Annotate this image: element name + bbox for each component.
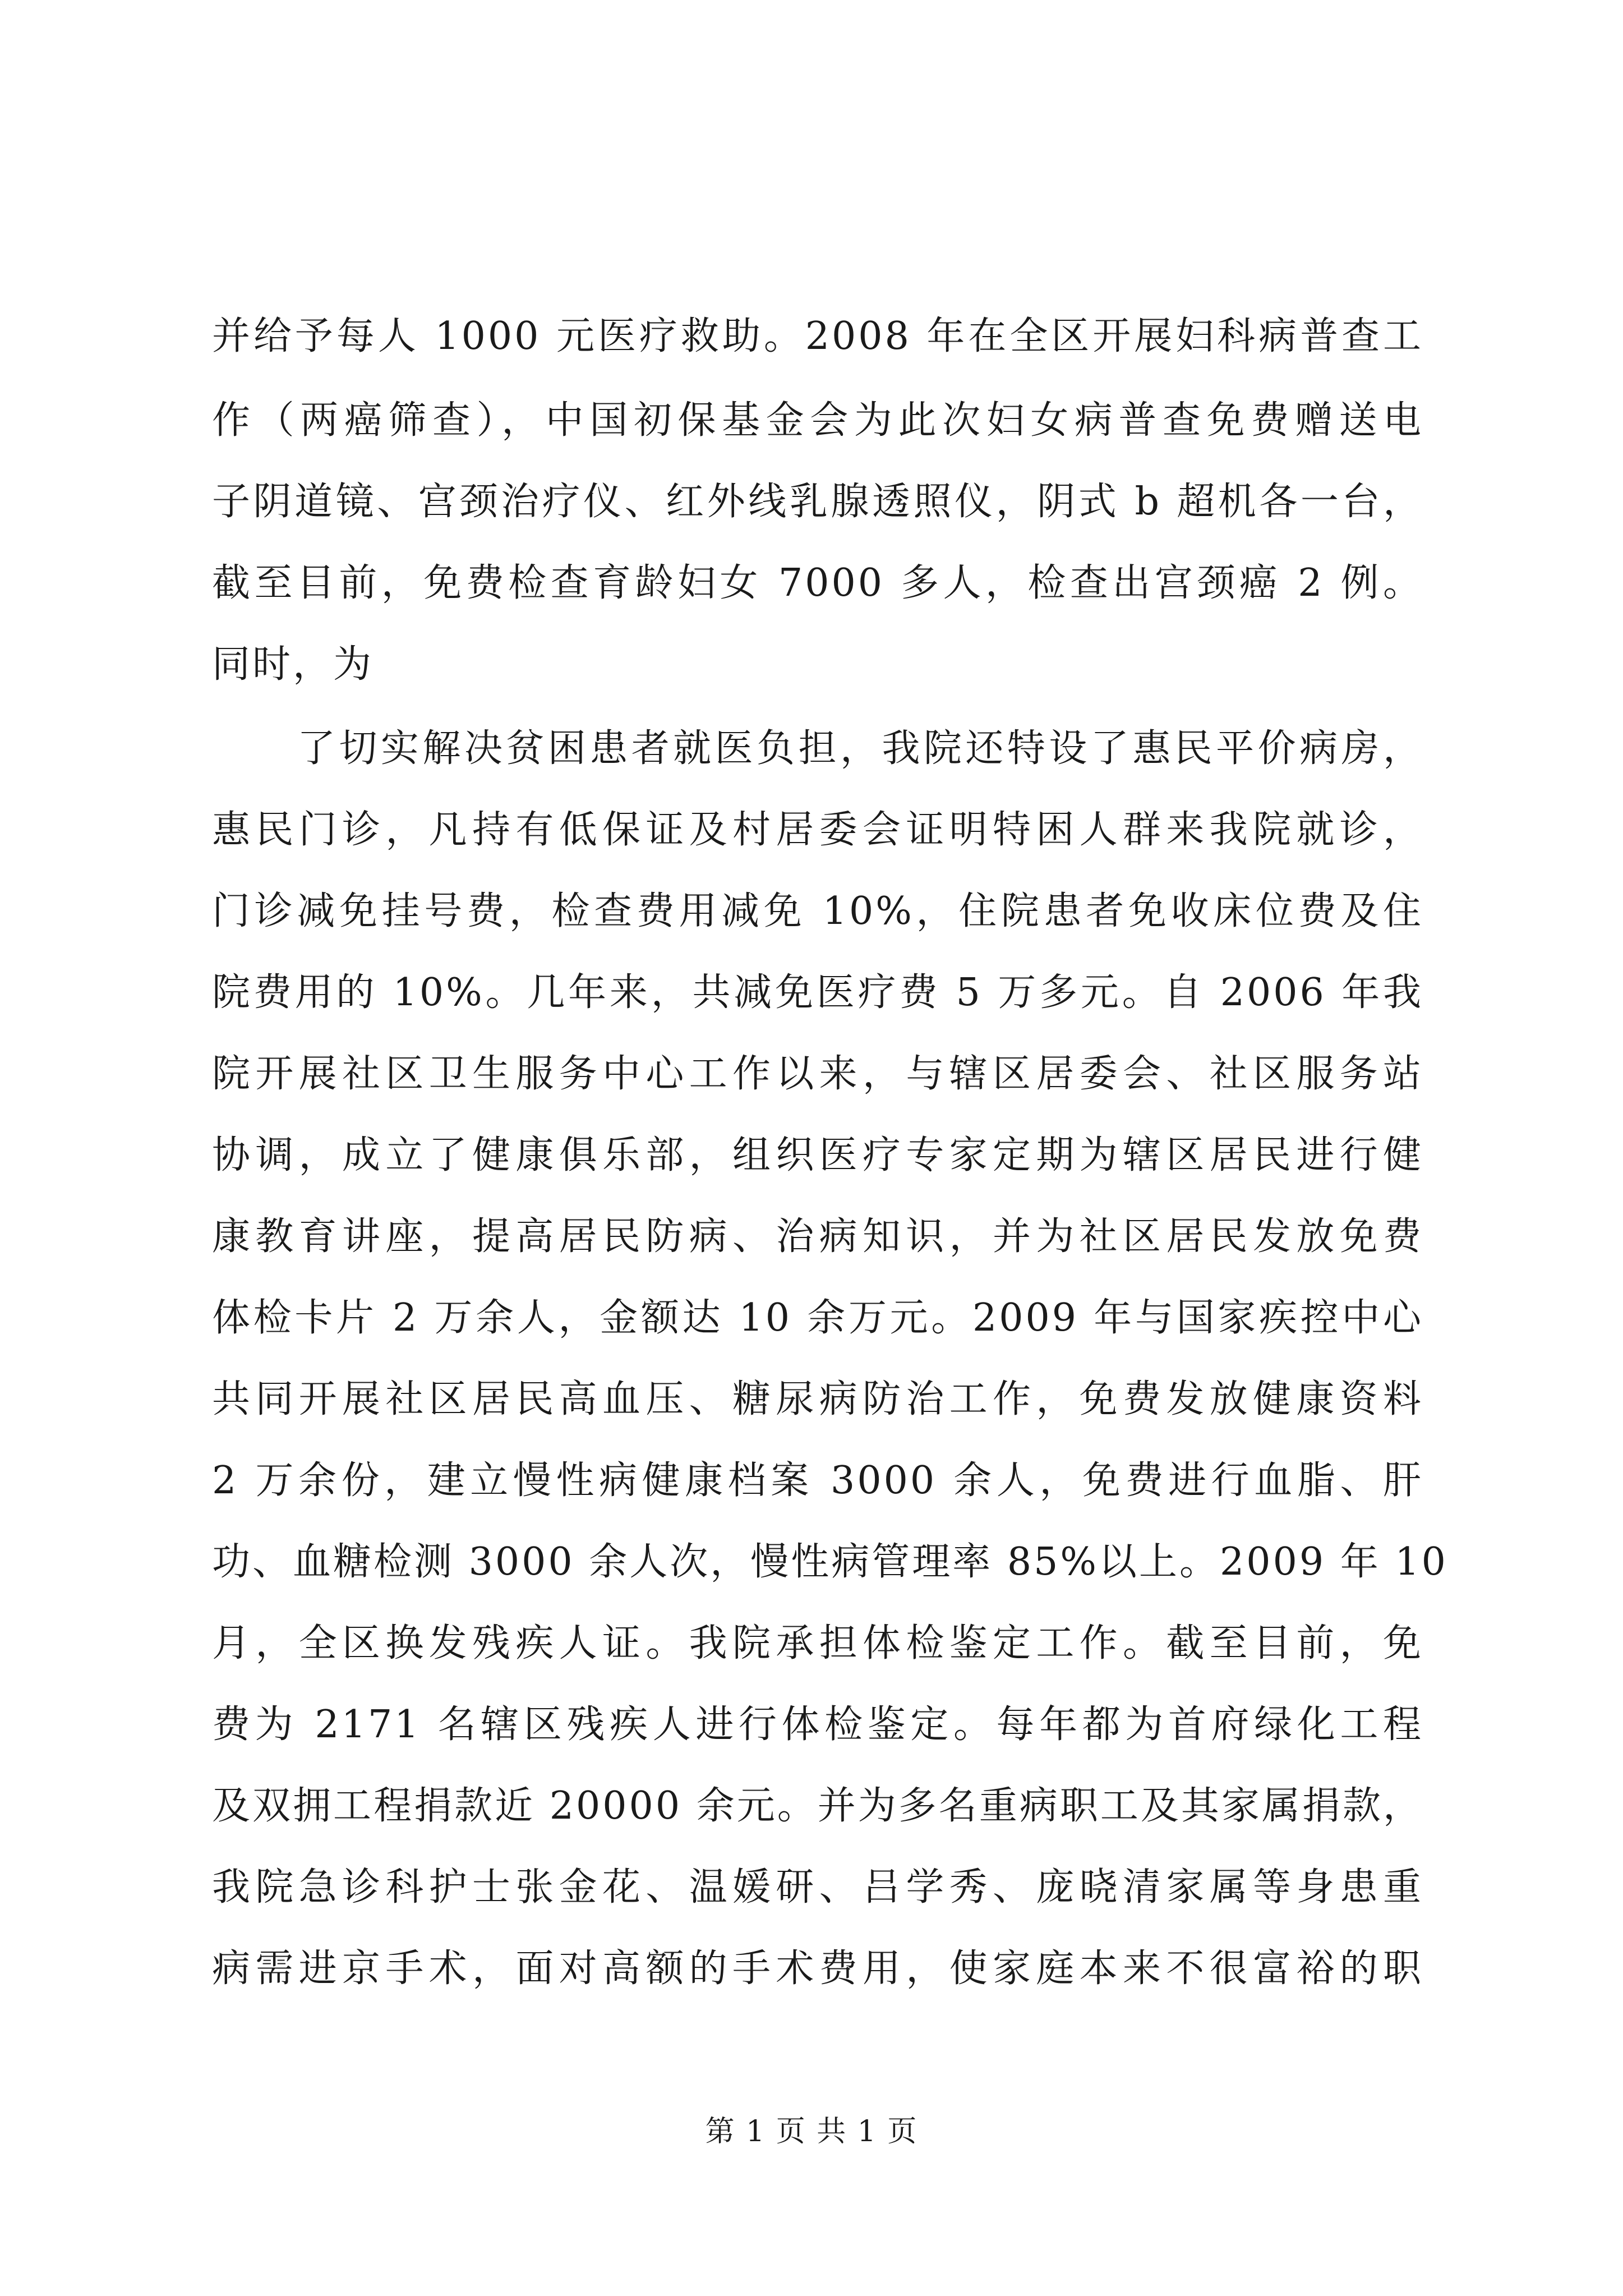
text-line-11: 协调，成立了健康俱乐部，组织医疗专家定期为辖区居民进行健 [212,1133,1423,1177]
text-line-10: 院开展社区卫生服务中心工作以来，与辖区居委会、社区服务站 [212,1052,1423,1096]
text-line-12: 康教育讲座，提高居民防病、治病知识，并为社区居民发放免费 [212,1214,1423,1259]
text-line-1: 并给予每人 1000 元医疗救助。2008 年在全区开展妇科病普查工 [212,314,1423,358]
text-line-19: 及双拥工程捐款近 20000 余元。并为多名重病职工及其家属捐款， [212,1784,1423,1828]
text-line-21: 病需进京手术，面对高额的手术费用，使家庭本来不很富裕的职 [212,1947,1423,1991]
text-line-9: 院费用的 10%。几年来，共减免医疗费 5 万多元。自 2006 年我 [212,970,1423,1015]
text-line-8: 门诊减免挂号费，检查费用减免 10%，住院患者免收床位费及住 [212,889,1423,933]
text-line-6: 了切实解决贫困患者就医负担，我院还特设了惠民平价病房， [297,726,1423,771]
text-line-15: 2 万余份，建立慢性病健康档案 3000 余人，免费进行血脂、肝 [212,1458,1423,1503]
text-line-16: 功、血糖检测 3000 余人次，慢性病管理率 85%以上。2009 年 10 [212,1540,1448,1584]
text-line-17: 月，全区换发残疾人证。我院承担体检鉴定工作。截至目前，免 [212,1621,1423,1665]
text-line-5: 同时，为 [212,642,374,687]
text-line-2: 作（两癌筛查），中国初保基金会为此次妇女病普查免费赠送电 [212,398,1423,443]
text-line-7: 惠民门诊，凡持有低保证及村居委会证明特困人群来我院就诊， [212,808,1423,852]
text-line-18: 费为 2171 名辖区残疾人进行体检鉴定。每年都为首府绿化工程 [212,1703,1423,1747]
page-number-footer: 第 1 页 共 1 页 [705,2115,918,2148]
text-line-14: 共同开展社区居民高血压、糖尿病防治工作，免费发放健康资料 [212,1377,1423,1421]
text-line-4: 截至目前，免费检查育龄妇女 7000 多人，检查出宫颈癌 2 例。 [212,561,1423,605]
text-line-13: 体检卡片 2 万余人，金额达 10 余万元。2009 年与国家疾控中心 [212,1296,1423,1340]
text-line-20: 我院急诊科护士张金花、温媛研、吕学秀、庞晓清家属等身患重 [212,1865,1423,1910]
text-line-3: 子阴道镜、宫颈治疗仪、红外线乳腺透照仪，阴式 b 超机各一台， [212,480,1423,524]
